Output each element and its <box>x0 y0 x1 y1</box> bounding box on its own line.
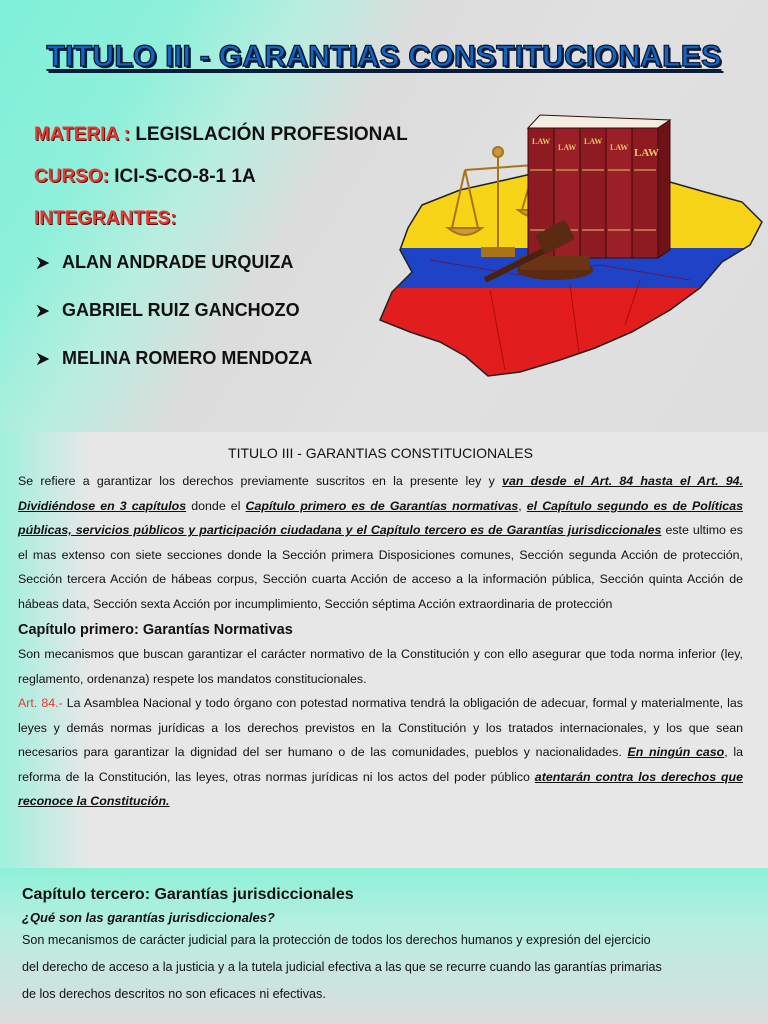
section-content <box>22 886 747 1008</box>
cover-section <box>0 0 768 432</box>
intro-text: este ultimo es el mas extenso con siete secciones donde la Sección primera Disposiciones comunes, Sección segunda Acción de protección, Sección tercera Acción de hábeas corpus, Sección cuarta Acción de acceso a la información pública, Sección quinta Acción de hábeas data, Sección sexta Acción por incumplimiento, Sección séptima Acción extraordinaria de protección <box>18 523 743 611</box>
member-name: GABRIEL RUIZ GANCHOZO <box>62 300 300 320</box>
intro-underline: Dividiéndose en 3 capítulos <box>18 498 187 513</box>
member-item <box>34 252 293 273</box>
chapter-heading: Capítulo primero: Garantías Normativas <box>18 622 293 638</box>
arrow-bullet-icon <box>34 254 52 272</box>
book-spine-label: LAW <box>558 143 577 152</box>
integrantes-label: INTEGRANTES: <box>34 208 177 229</box>
intro-underline: van desde el Art. 84 hasta el Art. 94. <box>502 474 743 488</box>
cover-title: TITULO III - GARANTIAS CONSTITUCIONALES <box>46 40 722 73</box>
curso-value: ICI-S-CO-8-1 1A <box>108 166 256 187</box>
curso-label: CURSO: <box>34 166 109 187</box>
intro-paragraph <box>18 469 743 616</box>
member-name: MELINA ROMERO MENDOZA <box>62 348 313 368</box>
arrow-bullet-icon <box>34 302 52 320</box>
member-name: ALAN ANDRADE URQUIZA <box>62 252 294 272</box>
book-spine-label: LAW <box>532 137 551 146</box>
member-item <box>34 300 300 321</box>
intro-underline: Capítulo primero es de Garantías normativas <box>245 498 519 513</box>
intro-text: Se refiere a garantizar los derechos previamente suscritos en la presente ley y <box>18 474 503 488</box>
materia-line <box>34 124 408 146</box>
chapter-paragraph: Son mecanismos que buscan garantizar el carácter normativo de la Constitución y con ello asegurar que toda norma inferior (ley, reglamento, ordenanza) respete los mandatos constitucionales. <box>18 647 743 686</box>
section-title: TITULO III - GARANTIAS CONSTITUCIONALES <box>228 445 533 461</box>
article-text: La Asamblea Nacional y todo órgano con potestad normativa tendrá la obligación de adecuar, formal y materialmente, las leyes y demás normas jurídicas a los derechos previstos en la Constitución y los tratados internacionales, y los que sean necesarios para garantizar la dignidad del ser humano o de las comunidades, pueblos y nacionalidades. <box>18 696 743 759</box>
paragraph-line: de los derechos descritos no son eficaces ni efectivas. <box>22 987 326 1001</box>
paragraph-line: del derecho de acceso a la justicia y a la tutela judicial efectiva a las que se recurre cuando las garantías primarias <box>22 960 662 974</box>
intro-underline: el Capítulo segundo es de Políticas públicas, servicios públicos y participación ciudadana y el Capítulo tercero es de Garantías jurisdiccionales <box>18 498 743 537</box>
article-label: Art. 84.- <box>18 696 63 710</box>
article-84-paragraph <box>18 691 743 814</box>
intro-text: , <box>518 498 527 513</box>
book-spine-label: LAW <box>584 137 603 146</box>
law-map-illustration <box>370 110 768 385</box>
paragraph-line: Son mecanismos de carácter judicial para la protección de todos los derechos humanos y expresión del ejercicio <box>22 933 651 947</box>
intro-text: donde el <box>186 498 246 513</box>
article-underline: atentarán contra los derechos que reconoce la Constitución. <box>18 769 743 808</box>
book-spine-label: LAW <box>634 147 660 159</box>
materia-value: LEGISLACIÓN PROFESIONAL <box>130 124 408 145</box>
curso-line <box>34 166 256 188</box>
article-text: , la reforma de la Constitución, las leyes, otras normas jurídicas ni los actos del poder público <box>18 745 743 784</box>
garantias-section <box>0 432 768 868</box>
chapter-heading: Capítulo tercero: Garantías jurisdiccionales <box>22 886 354 903</box>
materia-label: MATERIA : <box>34 124 131 145</box>
jurisdiccionales-section <box>0 868 768 1024</box>
section-content <box>18 442 743 814</box>
arrow-bullet-icon <box>34 350 52 368</box>
article-underline: En ningún caso <box>627 745 725 759</box>
book-spine-label: LAW <box>610 143 629 152</box>
integrantes-line <box>34 208 177 230</box>
member-item <box>34 348 312 369</box>
question-text: ¿Qué son las garantías jurisdiccionales? <box>22 910 275 925</box>
